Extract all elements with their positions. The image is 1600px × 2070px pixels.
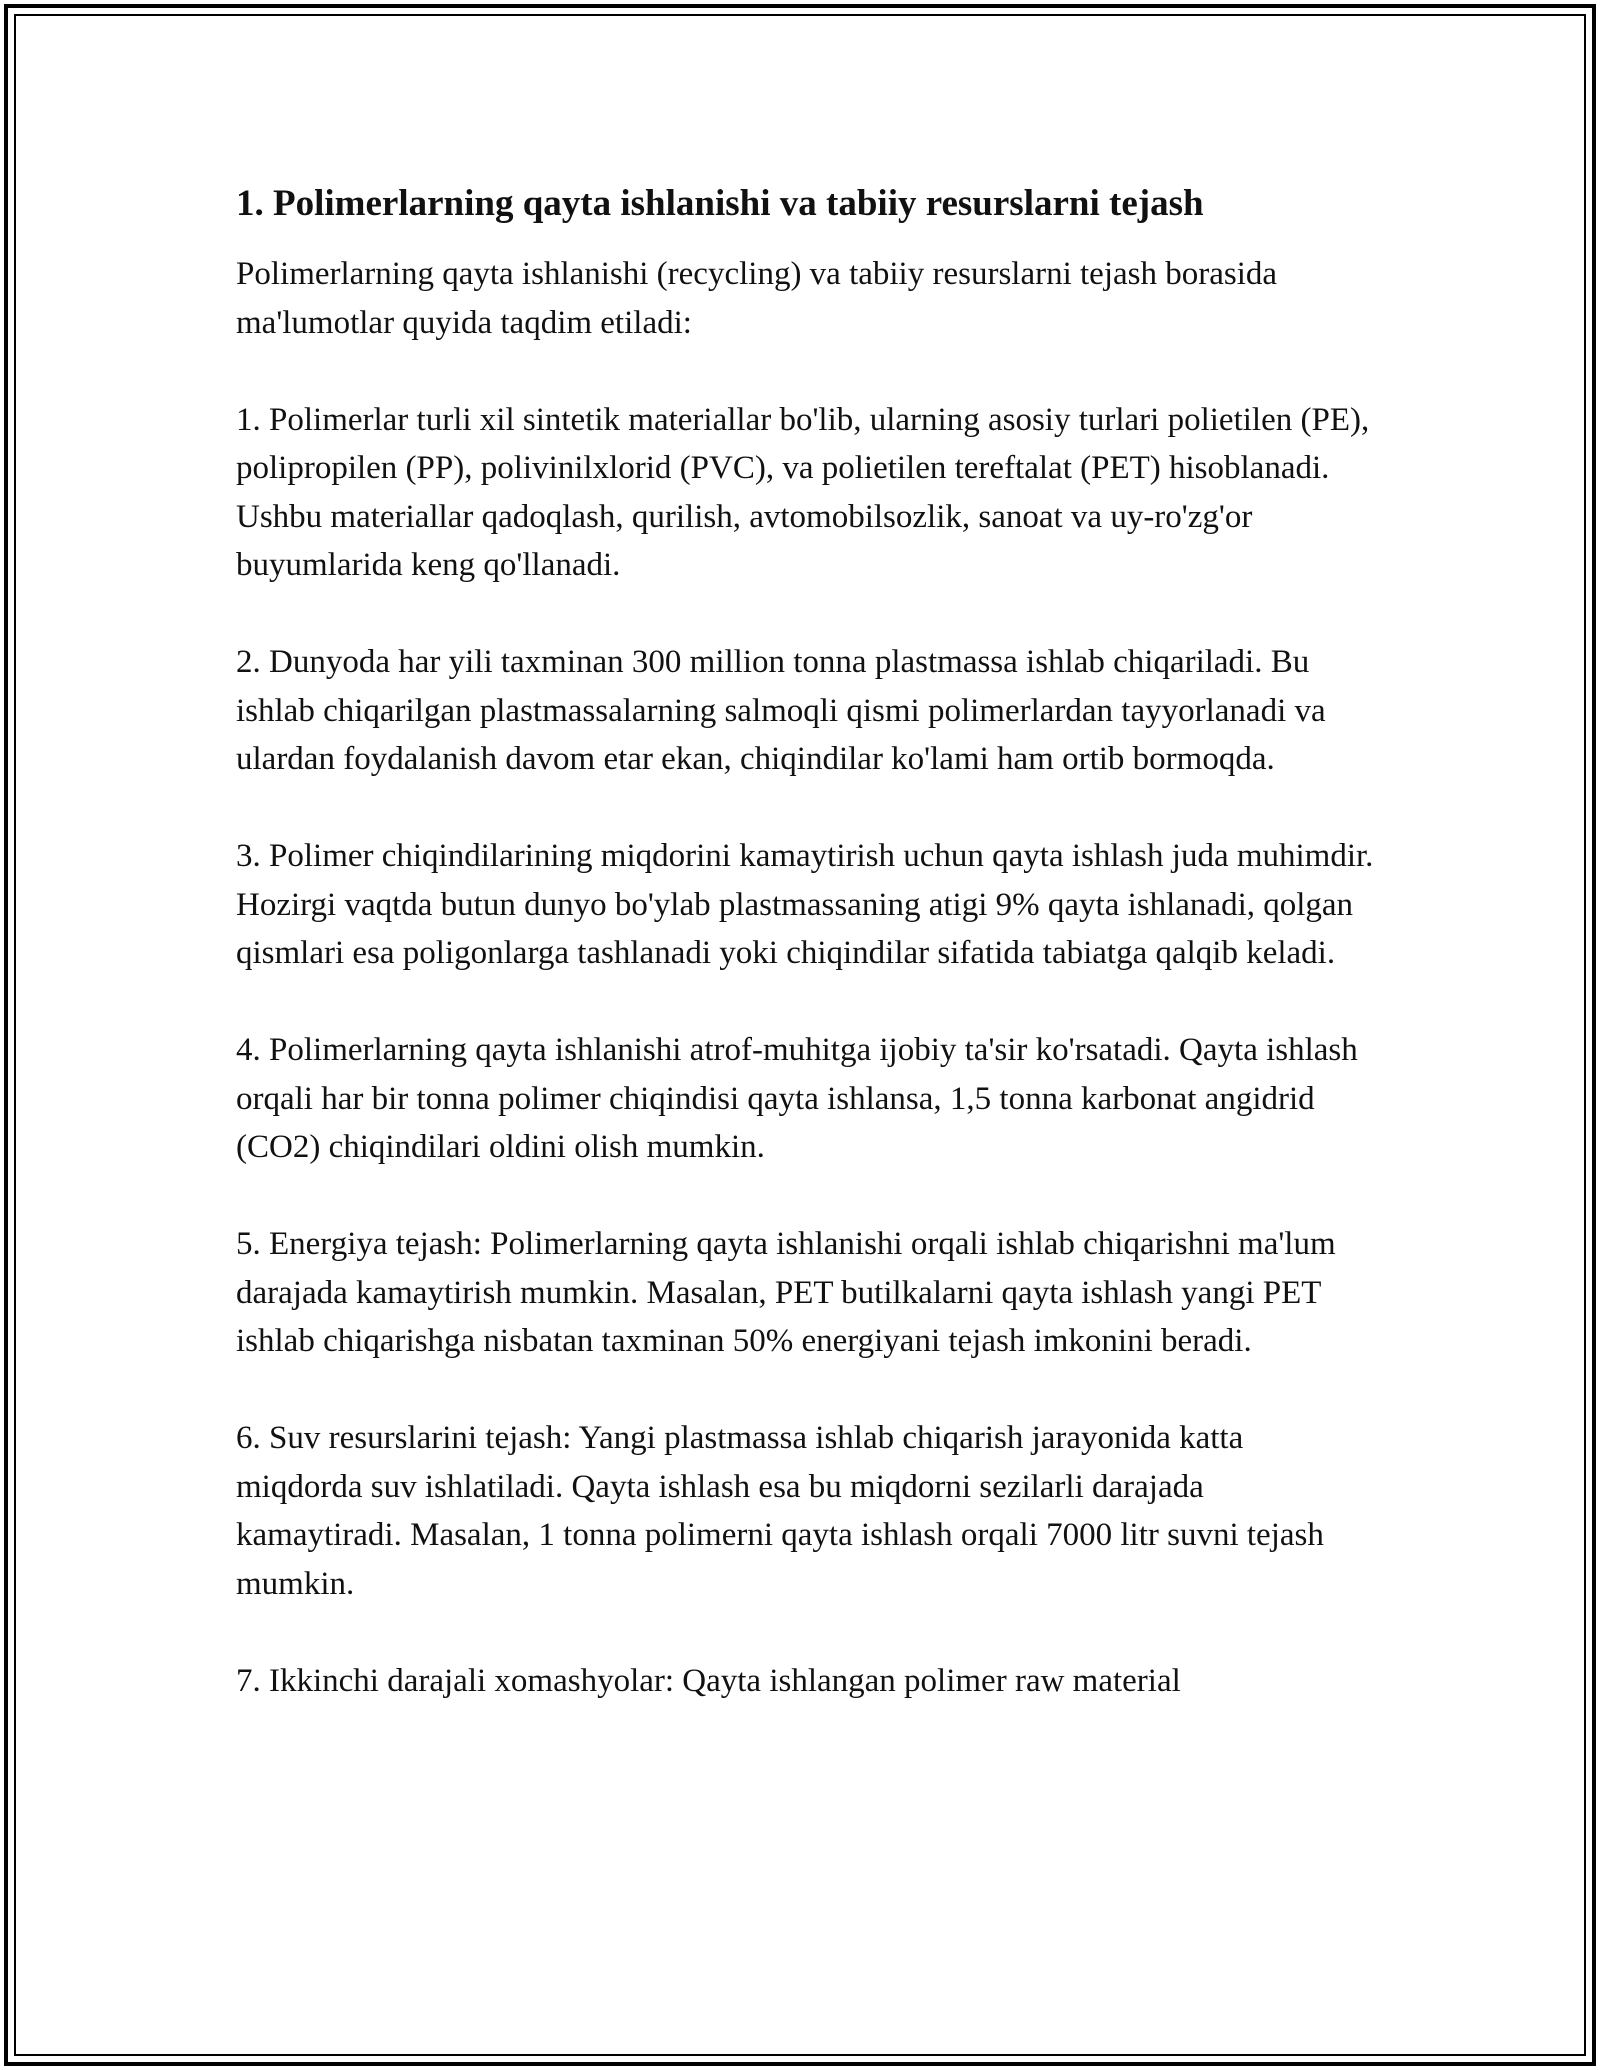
list-item: 3. Polimer chiqindilarining miqdorini kamaytirish uchun qayta ishlash juda muhimdir. Hozirgi vaqtda butun dunyo bo'ylab plastmassaning atigi 9% qayta ishlanadi, qolgan qismlari esa poligonlarga tashlanadi yoki chiqindilar sifatida tabiatga qalqib keladi.: [236, 838, 1374, 971]
list-item: 5. Energiya tejash: Polimerlarning qayta ishlanishi orqali ishlab chiqarishni ma'lum darajada kamaytirish mumkin. Masalan, PET butilkalarni qayta ishlash yangi PET ishlab chiqarishga nisbatan taxminan 50% energiyani tejash imkonini beradi.: [236, 1226, 1336, 1359]
list-item: 4. Polimerlarning qayta ishlanishi atrof-muhitga ijobiy ta'sir ko'rsatadi. Qayta ishlash orqali har bir tonna polimer chiqindisi qayta ishlansa, 1,5 tonna karbonat angidrid (CO2) chiqindilari oldini olish mumkin.: [236, 1032, 1358, 1165]
list-item: 7. Ikkinchi darajali xomashyolar: Qayta ishlangan polimer raw material: [236, 1662, 1181, 1699]
document-body: [236, 180, 1376, 1754]
list-item: 6. Suv resurslarini tejash: Yangi plastmassa ishlab chiqarish jarayonida katta miqdorda suv ishlatiladi. Qayta ishlash esa bu miqdorni sezilarli darajada kamaytiradi. Masalan, 1 tonna polimerni qayta ishlash orqali 7000 litr suvni tejash mumkin.: [236, 1420, 1324, 1602]
list-item: 1. Polimerlar turli xil sintetik materiallar bo'lib, ularning asosiy turlari polietilen (PE), polipropilen (PP), polivinilxlorid (PVC), va polietilen tereftalat (PET) hisoblanadi. Ushbu materiallar qadoqlash, qurilish, avtomobilsozlik, sanoat va uy-ro'zg'or buyumlarida keng qo'llanadi.: [236, 401, 1370, 583]
document-title: 1. Polimerlarning qayta ishlanishi va tabiiy resurslarni tejash: [236, 183, 1204, 224]
list-item: 2. Dunyoda har yili taxminan 300 million tonna plastmassa ishlab chiqariladi. Bu ishlab chiqarilgan plastmassalarning salmoqli qismi polimerlardan tayyorlanadi va ulardan foydalanish davom etar ekan, chiqindilar ko'lami ham ortib bormoqda.: [236, 644, 1326, 777]
intro-paragraph: Polimerlarning qayta ishlanishi (recycling) va tabiiy resurslarni tejash borasida ma'lumotlar quyida taqdim etiladi:: [236, 256, 1278, 341]
